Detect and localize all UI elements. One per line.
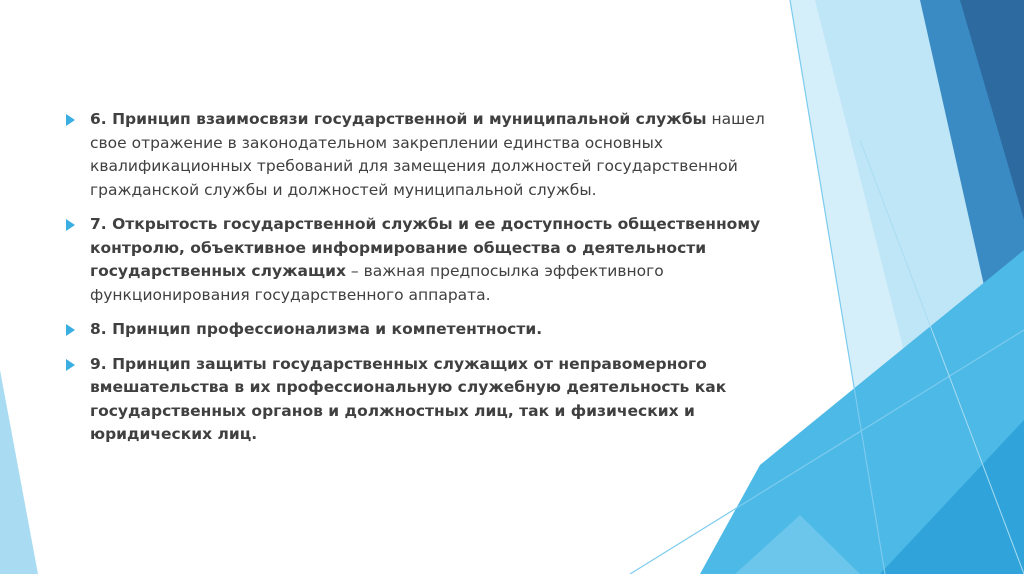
bullet-bold-text: 9. Принцип защиты государственных служащих от неправомерного вмешательства в их профессиональную служебную деятельность как государственных органов и должностных лиц, так и физических и юридических лиц.	[90, 354, 727, 443]
triangle-bullet-icon	[66, 324, 75, 336]
bullet-item-7	[64, 213, 804, 307]
bullet-bold-text: 7. Открытость государственной службы и ее доступность общественному контролю, объективное информирование общества о деятельности государственных служащих	[90, 215, 761, 280]
bullet-item-8	[64, 318, 804, 342]
bullet-bold-text: 6. Принцип взаимосвязи государственной и муниципальной службы	[90, 110, 707, 128]
bullet-normal-text: – важная предпосылка эффективного функционирования государственного аппарата.	[90, 262, 664, 304]
triangle-bullet-icon	[66, 359, 75, 371]
bullet-list	[64, 108, 804, 458]
bullet-item-6	[64, 108, 804, 202]
bullet-normal-text: нашел свое отражение в законодательном закреплении единства основных квалификационных требований для замещения должностей государственной гражданской службы и должностей муниципальной службы.	[90, 110, 765, 199]
left-edge-shape	[0, 370, 38, 574]
bullet-item-9	[64, 353, 804, 447]
bullet-bold-text: 8. Принцип профессионализма и компетентности.	[90, 320, 543, 338]
triangle-bullet-icon	[66, 219, 75, 231]
triangle-bullet-icon	[66, 114, 75, 126]
